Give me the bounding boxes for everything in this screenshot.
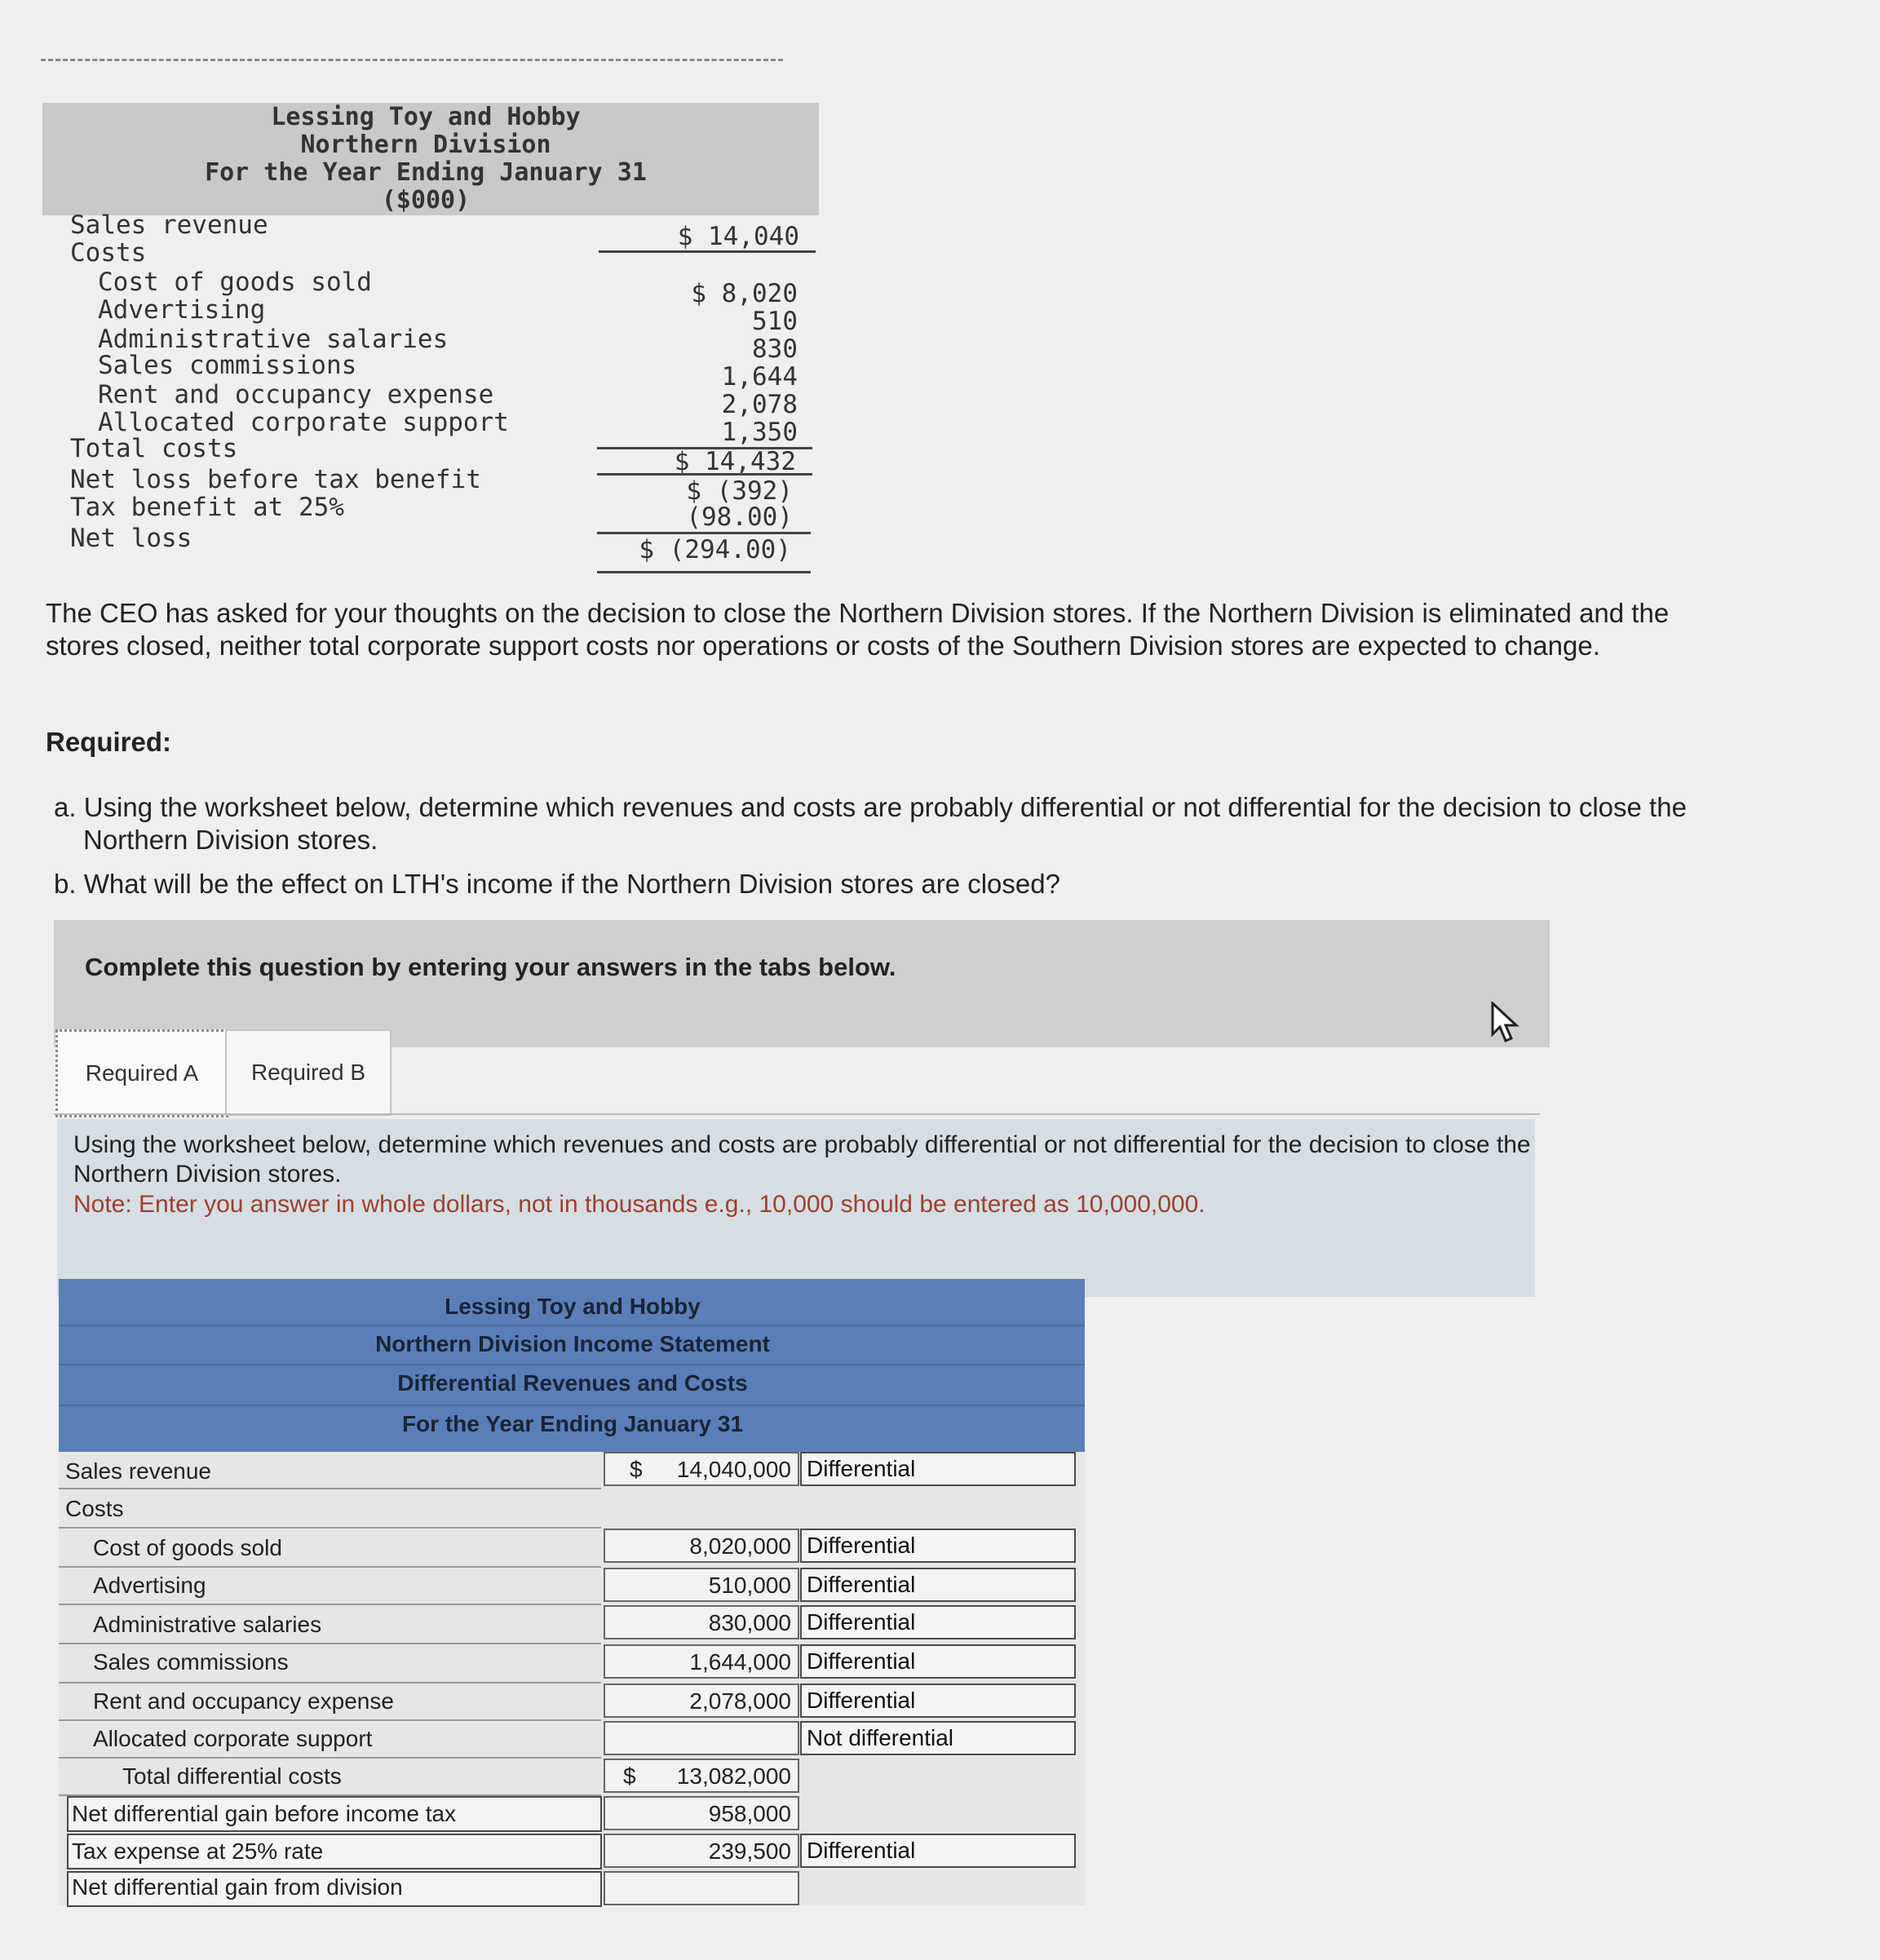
stmt-value-tax-benefit: (98.00) — [686, 502, 793, 532]
rule — [597, 473, 812, 476]
instruction-banner — [54, 920, 1550, 1047]
instructions-note: Note: Enter you answer in whole dollars, not in thousands e.g., 10,000 should be entered as 10,000,000. — [73, 1191, 1205, 1218]
admin-salaries-amount: 830,000 — [708, 1610, 791, 1635]
statement-division: Northern Division — [300, 131, 551, 159]
stmt-value-admin-salaries: 830 — [752, 334, 798, 364]
stmt-label-tax-benefit: Tax benefit at 25% — [70, 493, 344, 522]
net-gain-before-tax-amount: 958,000 — [708, 1801, 791, 1826]
stmt-value-sales-commissions: 1,644 — [721, 362, 798, 392]
net-gain-from-division-amount-input[interactable] — [604, 1871, 799, 1905]
rule — [597, 571, 811, 573]
stmt-value-sales-revenue: $ 14,040 — [677, 222, 799, 251]
stmt-value-advertising: 510 — [752, 307, 798, 336]
sales-revenue-amount: 14,040,000 — [676, 1457, 791, 1482]
worksheet-company: Lessing Toy and Hobby — [445, 1294, 701, 1319]
cogs-amount: 8,020,000 — [689, 1533, 791, 1559]
cogs-status-select[interactable]: Differential — [800, 1529, 1076, 1563]
rule — [599, 250, 816, 253]
instructions-text: Using the worksheet below, determine which revenues and costs are probably differential or not differential for the decision to close the Northern Division stores. — [73, 1131, 1531, 1188]
stmt-value-allocated-support: 1,350 — [721, 418, 798, 447]
rent-status-select[interactable]: Differential — [800, 1683, 1076, 1718]
ws-label-allocated-support: Allocated corporate support — [93, 1726, 373, 1751]
total-differential-costs-amount: 13,082,000 — [676, 1763, 791, 1789]
allocated-support-amount-input[interactable] — [604, 1721, 799, 1755]
statement-period: For the Year Ending January 31 — [205, 158, 647, 187]
currency-symbol: $ — [630, 1457, 643, 1482]
advertising-status-select[interactable]: Differential — [800, 1568, 1076, 1602]
northern-division-statement — [42, 103, 819, 215]
mouse-cursor-icon — [1491, 1002, 1520, 1044]
worksheet-statement-title: Northern Division Income Statement — [375, 1331, 770, 1356]
sales-commissions-amount: 1,644,000 — [689, 1649, 791, 1675]
ws-label-costs: Costs — [65, 1496, 124, 1521]
sales-revenue-status-select[interactable]: Differential — [800, 1452, 1076, 1486]
ws-label-sales-commissions: Sales commissions — [93, 1649, 289, 1675]
question-intro: The CEO has asked for your thoughts on the decision to close the Northern Division stores. If the Northern Division is eliminated and the stores closed, neither total corporate support costs nor operations or costs of the Southern Division stores are expected to change. — [46, 598, 1670, 661]
worksheet-header — [59, 1279, 1085, 1452]
ws-label-net-gain-before-tax: Net differential gain before income tax — [72, 1801, 457, 1826]
worksheet-period: For the Year Ending January 31 — [401, 1411, 744, 1436]
sales-commissions-status-select[interactable]: Differential — [800, 1644, 1076, 1679]
required-part-b: b. What will be the effect on LTH's income if the Northern Division stores are closed? — [54, 869, 1060, 899]
stmt-label-sales-revenue: Sales revenue — [70, 210, 268, 240]
stmt-label-net-loss: Net loss — [70, 524, 192, 553]
stmt-value-net-loss-before-tax: $ (392) — [686, 476, 793, 506]
ws-label-cogs: Cost of goods sold — [93, 1535, 282, 1560]
statement-header — [42, 103, 819, 215]
stmt-label-rent: Rent and occupancy expense — [98, 380, 494, 409]
required-heading: Required: — [46, 727, 172, 757]
tax-expense-status-select[interactable]: Differential — [800, 1834, 1076, 1868]
tab-required-b[interactable]: Required B — [225, 1029, 391, 1116]
statement-units: ($000) — [381, 186, 471, 215]
advertising-amount: 510,000 — [708, 1573, 791, 1598]
differential-worksheet — [59, 1279, 1085, 1905]
banner-text: Complete this question by entering your answers in the tabs below. — [85, 953, 896, 981]
admin-salaries-status-select[interactable]: Differential — [800, 1605, 1076, 1639]
tab-divider — [54, 1113, 1540, 1115]
tab-required-a[interactable]: Required A — [55, 1029, 228, 1117]
stmt-label-total-costs: Total costs — [70, 434, 238, 463]
worksheet-subtitle: Differential Revenues and Costs — [397, 1370, 748, 1396]
tax-expense-amount: 239,500 — [708, 1838, 791, 1864]
ws-label-rent: Rent and occupancy expense — [93, 1688, 394, 1714]
page-top-divider — [41, 59, 783, 61]
stmt-label-advertising: Advertising — [98, 295, 266, 325]
stmt-label-cogs: Cost of goods sold — [98, 268, 372, 297]
ws-label-admin-salaries: Administrative salaries — [93, 1612, 322, 1637]
statement-company: Lessing Toy and Hobby — [271, 103, 581, 131]
stmt-label-net-loss-before-tax: Net loss before tax benefit — [70, 465, 481, 494]
ws-label-sales-revenue: Sales revenue — [65, 1458, 212, 1484]
stmt-label-admin-salaries: Administrative salaries — [98, 325, 449, 354]
allocated-support-status-select[interactable]: Not differential — [800, 1721, 1076, 1755]
stmt-value-total-costs: $ 14,432 — [674, 447, 796, 476]
stmt-value-net-loss: $ (294.00) — [639, 535, 791, 564]
rent-amount: 2,078,000 — [689, 1688, 791, 1714]
ws-label-net-gain-from-division: Net differential gain from division — [72, 1874, 403, 1900]
stmt-value-cogs: $ 8,020 — [691, 279, 798, 308]
instructions-panel — [57, 1119, 1535, 1297]
rule — [597, 532, 811, 534]
required-part-a: a. Using the worksheet below, determine which revenues and costs are probably differential or not differential for the decision to close the Northern Division stores. — [54, 792, 1687, 855]
ws-label-advertising: Advertising — [93, 1573, 206, 1598]
stmt-value-rent: 2,078 — [721, 390, 798, 419]
stmt-label-costs: Costs — [70, 238, 147, 268]
ws-label-total-differential-costs: Total differential costs — [122, 1763, 342, 1789]
currency-symbol: $ — [623, 1763, 636, 1789]
ws-label-tax-expense: Tax expense at 25% rate — [72, 1838, 324, 1864]
stmt-label-allocated-support: Allocated corporate support — [98, 408, 509, 437]
stmt-label-sales-commissions: Sales commissions — [98, 351, 357, 380]
